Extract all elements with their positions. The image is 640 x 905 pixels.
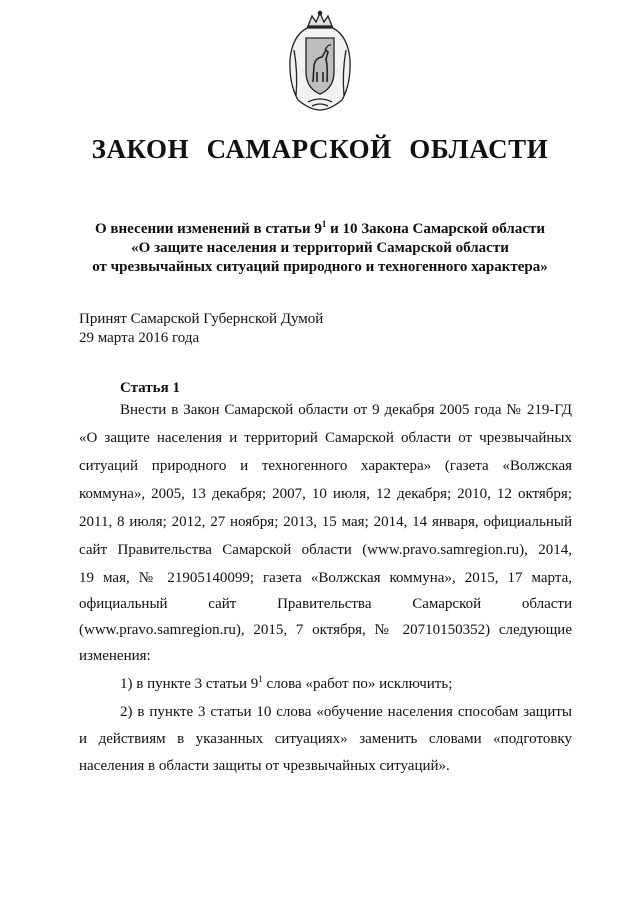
law-title: ЗАКОН САМАРСКОЙ ОБЛАСТИ (91, 134, 549, 164)
adoption-date: 29 марта 2016 года (79, 330, 200, 346)
law-subtitle (60, 220, 580, 277)
adoption-note (79, 310, 323, 348)
body-line: (www.pravo.samregion.ru), 2015, 7 октября, № 20710150352) следующие (79, 622, 572, 638)
amendment-item-2-line: и действиям в указанных ситуациях» заменить словами «подготовку (79, 731, 572, 747)
body-line: 2011, 8 июля; 2012, 27 ноября; 2013, 15 мая; 2014, 14 января, официальный (79, 514, 572, 530)
body-line: ситуаций природного и техногенного характера» (газета «Волжская (79, 458, 572, 474)
samara-coat-of-arms-icon (284, 10, 356, 114)
subtitle-line-2: «О защите населения и территорий Самарской области (131, 240, 509, 256)
subtitle-line-1-text-end: и 10 Закона Самарской области (326, 221, 545, 237)
amendment-item-2-line: населения в области защиты от чрезвычайных ситуаций». (79, 758, 450, 774)
subtitle-line-1-text: О внесении изменений в статьи 9 (94, 221, 322, 237)
body-line: коммуна», 2005, 13 декабря; 2007, 10 июля, 12 декабря; 2010, 12 октября; (79, 486, 572, 502)
body-line: «О защите населения и территорий Самарской области от чрезвычайных (79, 430, 572, 446)
amendment-item-1 (79, 674, 572, 694)
adoption-body: Принят Самарской Губернской Думой (79, 311, 324, 327)
amendment-item-1-text: 1) в пункте 3 статьи 9 (120, 676, 259, 692)
article-title: Статья 1 (120, 380, 180, 396)
subtitle-line-1 (60, 220, 580, 239)
body-line: изменения: (79, 648, 151, 664)
body-line: 19 мая, № 21905140099; газета «Волжская коммуна», 2015, 17 марта, (79, 570, 572, 586)
amendment-item-1-text-end: слова «работ по» исключить; (262, 676, 453, 692)
superscript: 1 (258, 674, 263, 684)
body-line: сайт Правительства Самарской области (www.pravo.samregion.ru), 2014, (79, 542, 572, 558)
superscript: 1 (321, 219, 327, 229)
subtitle-line-3: от чрезвычайных ситуаций природного и техногенного характера» (92, 259, 548, 275)
amendment-item-2-line: 2) в пункте 3 статьи 10 слова «обучение населения способам защиты (120, 704, 572, 720)
body-line: Внести в Закон Самарской области от 9 декабря 2005 года № 219-ГД (120, 402, 572, 418)
body-line: официальный сайт Правительства Самарской области (79, 596, 572, 612)
